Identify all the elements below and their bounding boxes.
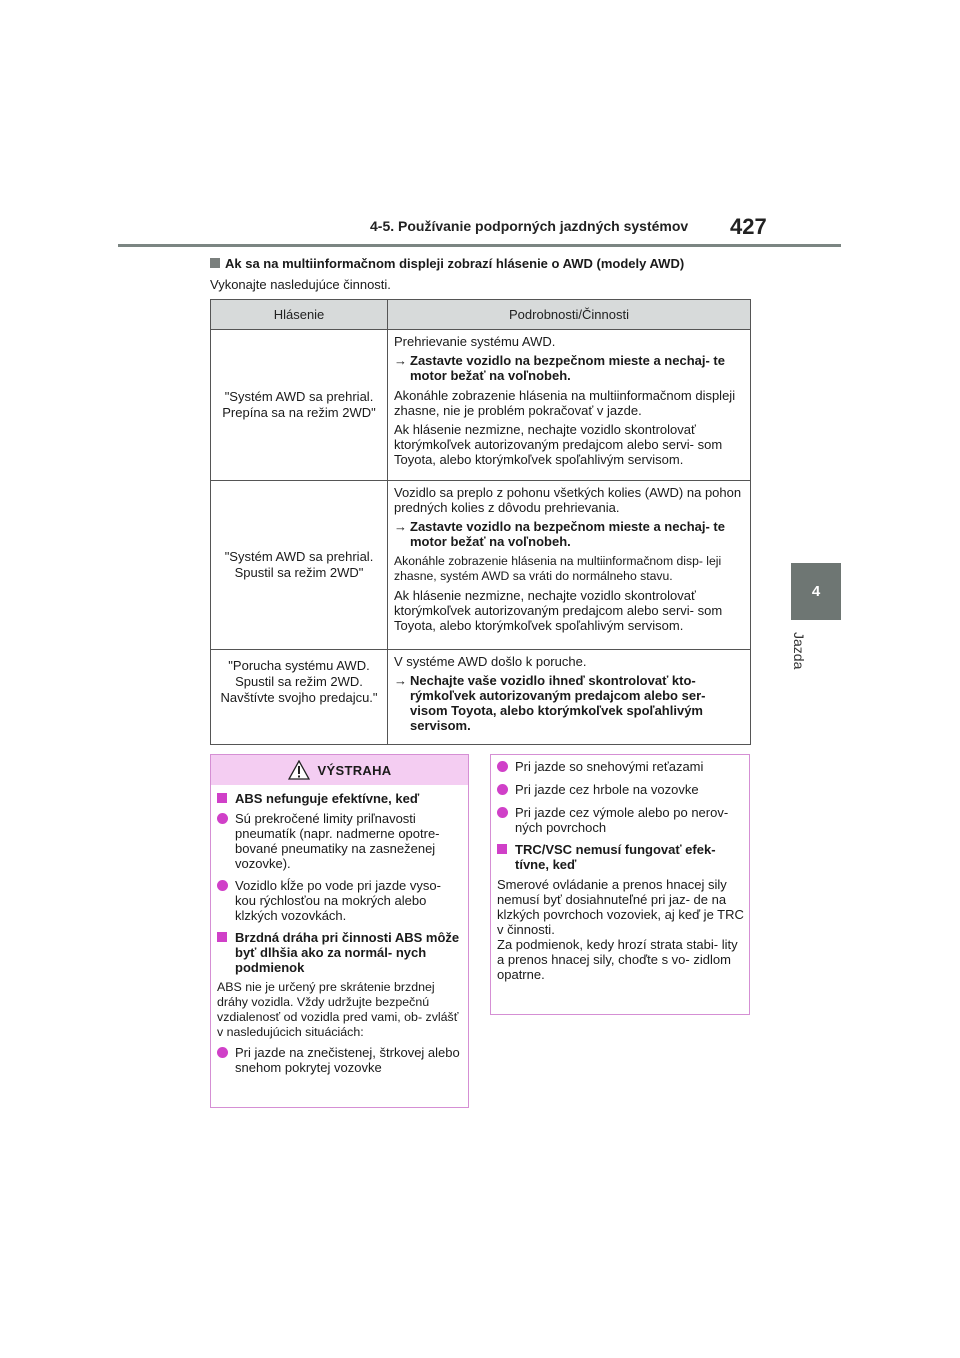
section-heading xyxy=(210,256,684,271)
message-cell: "Systém AWD sa prehrial. Prepína sa na režim 2WD" xyxy=(211,330,388,481)
warning-bullet: Pri jazde na znečistenej, štrkovej alebo snehom pokrytej vozovke xyxy=(217,1045,462,1075)
table-row xyxy=(211,650,751,745)
table-header-row xyxy=(211,300,751,330)
round-bullet-icon xyxy=(217,813,228,824)
section-intro: Vykonajte nasledujúce činnosti. xyxy=(210,277,391,292)
detail-text: Ak hlásenie nezmizne, nechajte vozidlo skontrolovať ktorýmkoľvek autorizovaným predajcom alebo servi- som Toyota, alebo ktorýmkoľvek spoľahlivým servisom. xyxy=(394,422,723,467)
warning-body-left xyxy=(211,785,468,1075)
square-bullet-icon xyxy=(217,932,227,942)
warning-subheading: TRC/VSC nemusí fungovať efek- tívne, keď xyxy=(497,842,745,872)
details-cell xyxy=(388,481,751,650)
detail-text: Prehrievanie systému AWD. xyxy=(394,334,556,349)
table-row xyxy=(211,330,751,481)
column-header-details: Podrobnosti/Činnosti xyxy=(388,300,751,330)
action-text: Zastavte vozidlo na bezpečnom mieste a nechaj- te motor bežať na voľnobeh. xyxy=(410,519,725,549)
warning-bullet: Sú prekročené limity priľnavosti pneumatík (napr. nadmerne opotre- bované pneumatiky na zasneženej vozovke). xyxy=(217,811,462,871)
round-bullet-icon xyxy=(497,761,508,772)
arrow-icon: → xyxy=(394,519,407,534)
action-item xyxy=(394,353,746,383)
warning-bullet: Pri jazde cez hrbole na vozovke xyxy=(497,782,745,798)
column-header-message: Hlásenie xyxy=(211,300,388,330)
chapter-label: Jazda xyxy=(791,632,807,670)
round-bullet-icon xyxy=(217,1047,228,1058)
round-bullet-icon xyxy=(217,880,228,891)
section-heading-text: Ak sa na multiinformačnom displeji zobrazí hlásenie o AWD (modely AWD) xyxy=(225,256,685,271)
message-cell: "Systém AWD sa prehrial. Spustil sa režim 2WD" xyxy=(211,481,388,650)
details-cell xyxy=(388,330,751,481)
round-bullet-icon xyxy=(497,807,508,818)
header-divider xyxy=(118,244,841,247)
square-bullet-icon xyxy=(497,844,507,854)
warning-subheading: ABS nefunguje efektívne, keď xyxy=(217,791,462,806)
detail-text: V systéme AWD došlo k poruche. xyxy=(394,654,587,669)
page-number: 427 xyxy=(730,214,767,239)
round-bullet-icon xyxy=(497,784,508,795)
warning-box xyxy=(210,754,469,1108)
warning-bullet: Pri jazde so snehovými reťazami xyxy=(497,759,745,775)
square-bullet-icon xyxy=(217,793,227,803)
warning-paragraph: Smerové ovládanie a prenos hnacej sily nemusí byť dosiahnuteľné pri jaz- de na klzkých povrchoch vozoviek, aj keď je TRC v činnosti. xyxy=(497,877,744,937)
detail-text: Ak hlásenie nezmizne, nechajte vozidlo skontrolovať ktorýmkoľvek autorizovaným predajcom alebo servi- som Toyota, alebo ktorýmkoľvek spoľahlivým servisom. xyxy=(394,588,723,633)
warning-paragraph: Za podmienok, kedy hrozí strata stabi- lity a prenos hnacej sily, choďte s vo- zidlom opatrne. xyxy=(497,937,738,982)
warning-triangle-icon xyxy=(288,760,310,780)
warning-paragraph: ABS nie je určený pre skrátenie brzdnej dráhy vozidla. Vždy udržujte bezpečnú vzdialenosť od vozidla pred vami, ob- zvlášť v nasledujúcich situáciách: xyxy=(217,980,459,1039)
chapter-tab[interactable]: 4 xyxy=(791,563,841,620)
section-title: 4-5. Používanie podporných jazdných systémov xyxy=(370,218,689,234)
warning-bullet: Vozidlo kĺže po vode pri jazde vyso- kou rýchlosťou na mokrých alebo klzkých vozovkách. xyxy=(217,878,462,923)
arrow-icon: → xyxy=(394,673,407,688)
action-item xyxy=(394,673,746,733)
detail-text: Akonáhle zobrazenie hlásenia na multiinformačnom disp- leji zhasne, systém AWD sa vráti do normálneho stavu. xyxy=(394,554,722,583)
action-text: Zastavte vozidlo na bezpečnom mieste a nechaj- te motor bežať na voľnobeh. xyxy=(410,353,725,383)
action-text: Nechajte vaše vozidlo ihneď skontrolovať kto- rýmkoľvek autorizovaným predajcom alebo ser- visom Toyota, alebo ktorýmkoľvek spoľahlivým servisom. xyxy=(410,673,706,733)
message-cell: "Porucha systému AWD. Spustil sa režim 2WD. Navštívte svojho predajcu." xyxy=(211,650,388,745)
warning-bullet: Pri jazde cez výmole alebo po nerov- ných povrchoch xyxy=(497,805,745,835)
action-item xyxy=(394,519,746,549)
square-bullet-icon xyxy=(210,258,220,268)
warning-box-continued xyxy=(490,754,750,1015)
detail-text: Akonáhle zobrazenie hlásenia na multiinformačnom displeji zhasne, nie je problém pokračovať v jazde. xyxy=(394,388,736,418)
details-cell xyxy=(388,650,751,745)
warning-subheading: Brzdná dráha pri činnosti ABS môže byť dlhšia ako za normál- nych podmienok xyxy=(217,930,462,975)
awd-message-table xyxy=(210,299,751,745)
table-row xyxy=(211,481,751,650)
detail-text: Vozidlo sa preplo z pohonu všetkých kolies (AWD) na pohon predných kolies z dôvodu prehrievania. xyxy=(394,485,742,515)
warning-header xyxy=(211,755,468,785)
warning-title: VÝSTRAHA xyxy=(317,762,392,778)
arrow-icon: → xyxy=(394,353,407,368)
